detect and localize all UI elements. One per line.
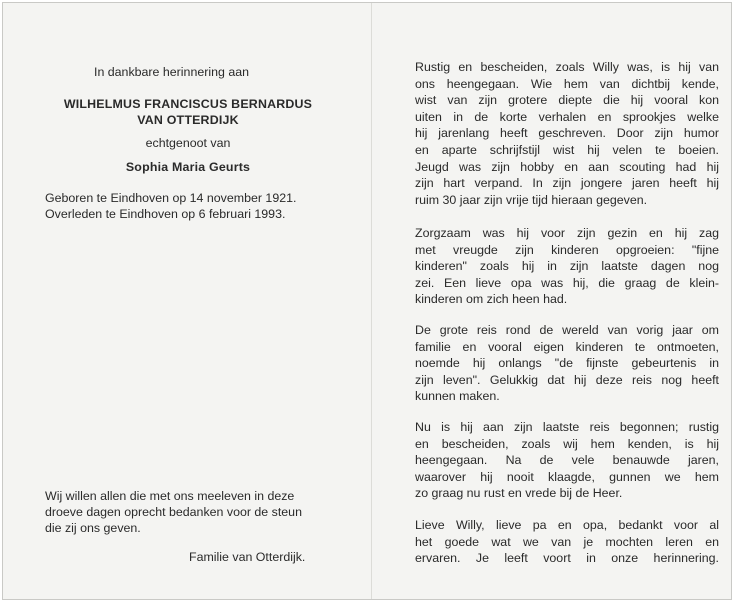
- p5-line: Lieve Willy, lieve pa en opa, bedankt voor al: [415, 518, 719, 532]
- p1-line: en aparte schrijfstijl wist hij velen te boeien.: [415, 142, 719, 157]
- right-panel: [415, 3, 725, 599]
- p5-line: het goede wat we van je mochten leren en: [415, 534, 719, 549]
- p1-line: uiten in de korte verhalen en sprookjes welke: [415, 109, 719, 124]
- p1-line: Jeugd was zijn hobby en aan scouting had hij: [415, 159, 719, 174]
- deceased-name-line2: VAN OTTERDIJK: [137, 113, 239, 127]
- deceased-name-line1: WILHELMUS FRANCISCUS BERNARDUS: [63, 97, 313, 111]
- p2-line: kinderen om zich heen had.: [415, 292, 568, 307]
- thanks-line-3: die zij ons geven.: [45, 521, 141, 535]
- thanks-line-1: Wij willen allen die met ons meeleven in deze: [45, 489, 295, 503]
- intro-text: In dankbare herinnering aan: [94, 65, 249, 79]
- death-line: Overleden te Eindhoven op 6 februari 1993.: [45, 207, 286, 221]
- p2-line: met vreugde zijn kinderen opgroeien: "fijne: [415, 242, 719, 257]
- p1-line: wist van zijn grotere diepte die hij vooral kon: [415, 93, 719, 108]
- card-fold: [371, 3, 372, 599]
- p3-line: zijn leven". Gelukkig dat hij deze reis nog heeft: [415, 372, 719, 387]
- p1-line: zijn hart verpand. In zijn jongere jaren heeft hij: [415, 176, 719, 191]
- thanks-line-2: droeve dagen oprecht bedanken voor de steun: [45, 505, 302, 519]
- p1-line: hij jarenlang heeft geschreven. Door zijn humor: [415, 126, 719, 141]
- p4-line: heengegaan. Na de vele benauwde jaren,: [415, 453, 719, 468]
- birth-line: Geboren te Eindhoven op 14 november 1921.: [45, 191, 297, 205]
- paragraph-4: [415, 419, 719, 502]
- p5-line: ervaren. Je leeft voort in onze herinnering.: [415, 551, 719, 566]
- p4-line: waarover hij nooit klaagde, gunnen we hem: [415, 469, 719, 484]
- spouse-name: Sophia Maria Geurts: [125, 160, 251, 174]
- paragraph-5: [415, 517, 719, 567]
- left-panel: [3, 3, 371, 599]
- p4-line: Nu is hij aan zijn laatste reis begonnen; rustig: [415, 420, 719, 434]
- p1-line: ruim 30 jaar zijn vrije tijd hieraan gegeven.: [415, 192, 648, 207]
- p3-line: noemde hij onlangs "de fijnste gebeurtenis in: [415, 356, 719, 371]
- p2-line: zei. Een lieve opa was hij, die graag de klein-: [415, 275, 719, 290]
- paragraph-3: [415, 322, 719, 405]
- family-signature: Familie van Otterdijk.: [189, 550, 306, 564]
- p1-line: Rustig en bescheiden, zoals Willy was, is hij van: [415, 60, 719, 74]
- paragraph-1: [415, 59, 719, 208]
- paragraph-2: [415, 225, 719, 308]
- p3-line: De grote reis rond de wereld van vorig jaar om: [415, 323, 719, 337]
- p4-line: en bescheiden, zoals wij hem kenden, is hij: [415, 436, 719, 451]
- memorial-card: [2, 2, 732, 600]
- p2-line: Zorgzaam was hij voor zijn gezin en hij zag: [415, 226, 719, 240]
- p2-line: kinderen" zoals hij in zijn laatste dagen nog: [415, 259, 719, 274]
- p1-line: ons heengegaan. Wie hem van dichtbij kende,: [415, 76, 719, 91]
- p3-line: familie en vooral eigen kinderen te ontmoeten,: [415, 339, 719, 354]
- p4-line: zo graag nu rust en vrede bij de Heer.: [415, 486, 623, 501]
- spouse-intro: echtgenoot van: [145, 136, 231, 150]
- p3-line: kunnen maken.: [415, 389, 500, 404]
